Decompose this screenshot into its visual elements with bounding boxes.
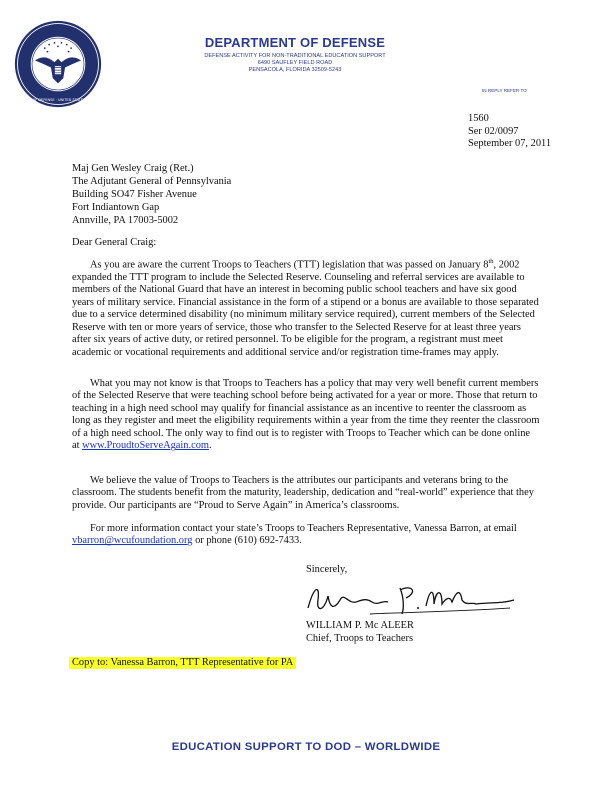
letterhead-city: PENSACOLA, FLORIDA 32509-5243 <box>248 67 342 73</box>
closing: Sincerely, <box>306 564 348 575</box>
handwritten-signature <box>300 578 520 620</box>
letterhead-agency: DEFENSE ACTIVITY FOR NON-TRADITIONAL EDUCATION SUPPORT <box>204 53 386 59</box>
recipient-location: Fort Indiantown Gap <box>72 202 160 213</box>
paragraph-1-text-b: , 2002 expanded the TTT program to include the Selected Reserve. Counseling and referral services are available to members of the National Guard that have an interest in becoming public school teachers and have six good years of military service. Financial assistance in the form of a stipend or a bonus are available to those separated due to a service determined disability (no minimum military service required), current members of the Selected Reserve with ten or more years of service, those who transfer to the Selected Reserve for at least three years after six years of active duty, or retired personnel. To be eligible for the program, a registrant must meet academic or vocational requirements and additional service and/or registration time-frames may apply. <box>72 259 539 358</box>
paragraph-1 <box>72 258 540 359</box>
recipient-title: The Adjutant General of Pennsylvania <box>72 176 232 187</box>
paragraph-2-end: . <box>209 440 212 452</box>
paragraph-4 <box>72 523 540 548</box>
signer-title: Chief, Troops to Teachers <box>306 632 414 644</box>
reply-refer-label: IN REPLY REFER TO <box>482 88 527 93</box>
footer-motto: EDUCATION SUPPORT TO DOD – WORLDWIDE <box>171 741 441 753</box>
letterhead-street: 6490 SAUFLEY FIELD ROAD <box>257 60 333 66</box>
salutation: Dear General Craig: <box>72 237 157 248</box>
reference-code: 1560 <box>468 113 489 124</box>
paragraph-2 <box>72 378 540 453</box>
copy-to-line: Copy to: Vanessa Barron, TTT Representative for PA <box>69 657 296 669</box>
email-link[interactable]: vbarron@wcufoundation.org <box>72 535 193 547</box>
reference-serial: Ser 02/0097 <box>468 125 519 137</box>
recipient-building: Building SO47 Fisher Avenue <box>72 189 197 200</box>
paragraph-1-text-a: As you are aware the current Troops to Teachers (TTT) legislation that was passed on January 8 <box>90 259 489 271</box>
paragraph-2-text: What you may not know is that Troops to Teachers has a policy that may very well benefit current members of the Selected Reserve that were teaching school before being activated for a year or more. Those that return to teaching in a high need school may qualify for financial assistance as an incentive to reenter the classroom as long as they register and meet the eligibility requirements within a year from the time they reenter the classroom of a high need school. The only way to find out is to register with Troops to Teacher which can be done online at <box>72 378 540 452</box>
letterhead-title: DEPARTMENT OF DEFENSE <box>204 35 386 50</box>
paragraph-4-text-a: For more information contact your state’s Troops to Teachers Representative, Vanessa Barron, at email <box>90 523 517 534</box>
website-link[interactable]: www.ProudtoServeAgain.com <box>82 440 209 452</box>
signer-name: WILLIAM P. Mc ALEER <box>306 620 414 631</box>
paragraph-3 <box>72 475 540 512</box>
dod-seal-logo <box>7 20 109 108</box>
reference-block <box>468 113 551 151</box>
seal-inscription: DEPARTMENT OF DEFENSE · UNITED STATES OF AMERICA <box>7 97 109 102</box>
recipient-city: Annville, PA 17003-5002 <box>72 215 179 226</box>
recipient-address <box>72 162 231 227</box>
paragraph-3-text: We believe the value of Troops to Teachers is the attributes our participants and veterans bring to the classroom. The students benefit from the maturity, leadership, dedication and “real-world” experience that they provide. Our participants are “Proud to Serve Again” in America’s classrooms. <box>72 475 534 511</box>
paragraph-4-text-b: or phone (610) 692-7433. <box>192 535 302 547</box>
signer-block <box>306 620 414 645</box>
letter-date: September 07, 2011 <box>468 138 552 150</box>
recipient-name: Maj Gen Wesley Craig (Ret.) <box>72 163 194 174</box>
ordinal-suffix: th <box>488 258 494 265</box>
